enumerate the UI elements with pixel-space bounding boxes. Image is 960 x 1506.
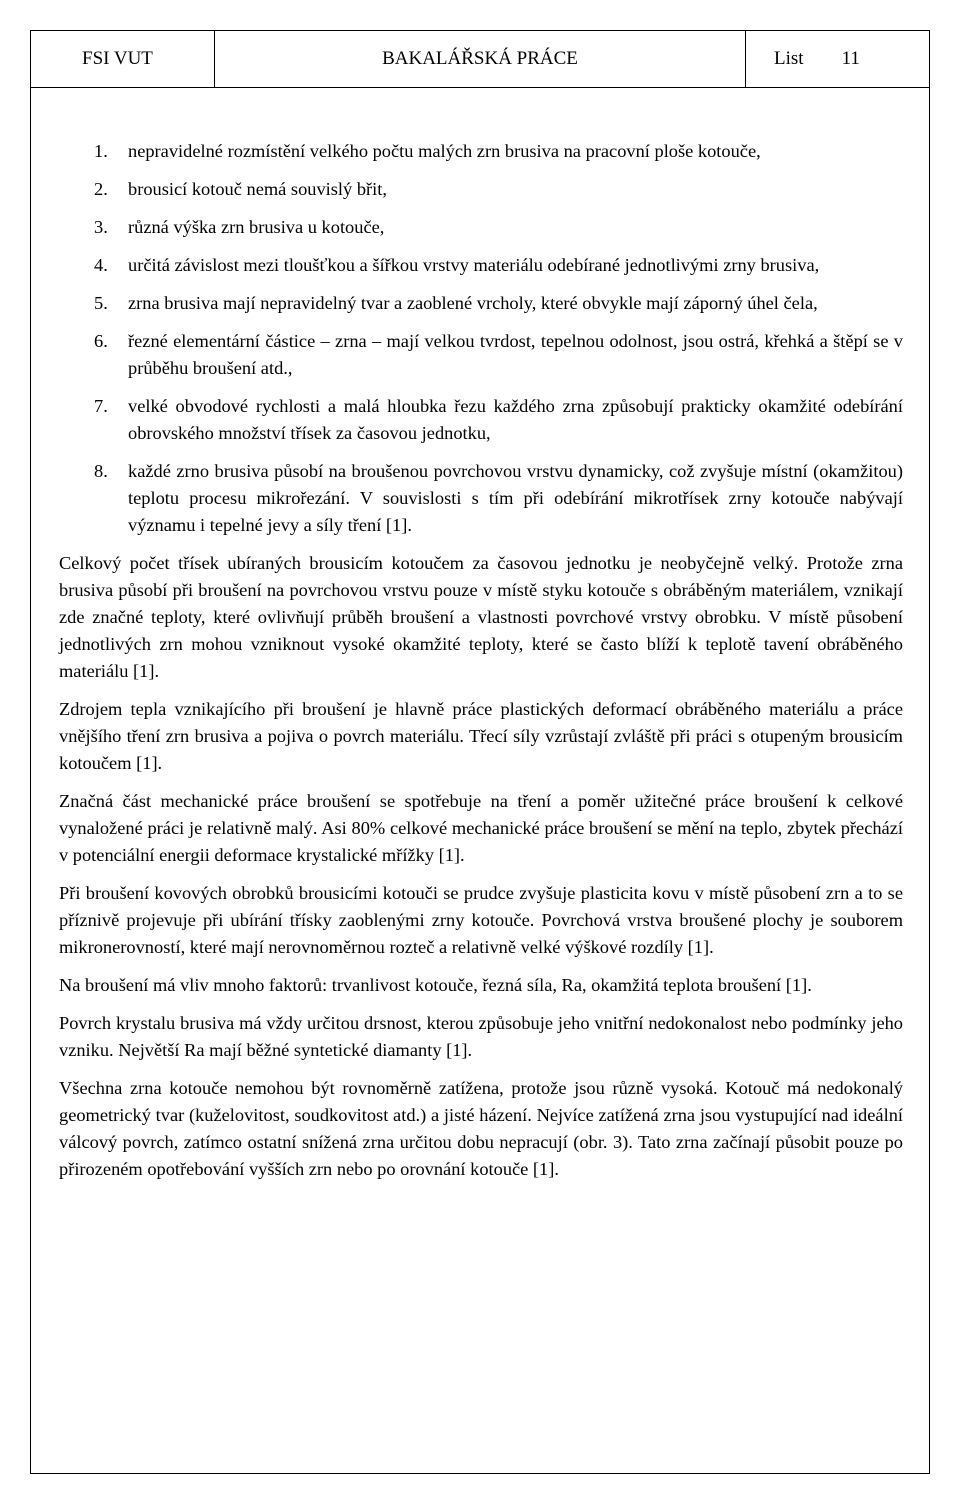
list-item-number: 1. xyxy=(94,141,108,161)
header-doc-type xyxy=(215,30,746,88)
paragraph: Zdrojem tepla vznikajícího při broušení je hlavně práce plastických deformací obráběného materiálu a práce vnějšího tření zrn brusiva a pojiva o povrch materiálu. Třecí síly vzrůstají zvláště při práci s otupeným brousicím kotoučem [1]. xyxy=(59,699,903,773)
list-item-text: každé zrno brusiva působí na broušenou povrchovou vrstvu dynamicky, což zvyšuje místní (okamžitou) teplotu procesu mikrořezání. V souvislosti s tím při odebírání mikrotřísek zrny kotouče nabývají významu i tepelné jevy a síly tření [1]. xyxy=(128,461,903,535)
list-item-text: brousicí kotouč nemá souvislý břit, xyxy=(128,179,387,199)
page-header xyxy=(30,30,930,88)
list-item xyxy=(59,458,903,539)
list-item xyxy=(59,214,903,241)
paragraph: Celkový počet třísek ubíraných brousicím kotoučem za časovou jednotku je neobyčejně velký. Protože zrna brusiva působí při broušení na povrchovou vrstvu pouze v místě styku kotouče s obráběným materiálem, vznikají zde značné teploty, které ovlivňují průběh broušení a vlastnosti povrchové vrstvy obrobku. V místě působení jednotlivých zrn mohou vzniknout vysoké okamžité teploty, které se často blíží k teplotě tavení obráběného materiálu [1]. xyxy=(59,553,903,681)
list-item-number: 5. xyxy=(94,293,108,313)
paragraph: Značná část mechanické práce broušení se spotřebuje na tření a poměr užitečné práce broušení k celkové vynaložené práci je relativně malý. Asi 80% celkové mechanické práce broušení se mění na teplo, zbytek přechází v potenciální energii deformace krystalické mřížky [1]. xyxy=(59,791,903,865)
header-list-label: List xyxy=(774,48,804,69)
list-item xyxy=(59,252,903,279)
list-item xyxy=(59,176,903,203)
list-item-text: nepravidelné rozmístění velkého počtu malých zrn brusiva na pracovní ploše kotouče, xyxy=(128,141,761,161)
header-doc-type-text: BAKALÁŘSKÁ PRÁCE xyxy=(382,48,578,69)
document-body xyxy=(59,138,903,1194)
paragraph: Všechna zrna kotouče nemohou být rovnoměrně zatížena, protože jsou různě vysoká. Kotouč má nedokonalý geometrický tvar (kuželovitost, soudkovitost atd.) a jisté házení. Nejvíce zatížená zrna jsou vystupující nad ideální válcový povrch, zatímco ostatní snížená zrna určitou dobu nepracují (obr. 3). Tato zrna začínají působit pouze po přirozeném opotřebování vyšších zrn nebo po orovnání kotouče [1]. xyxy=(59,1078,903,1179)
paragraph: Při broušení kovových obrobků brousicími kotouči se prudce zvyšuje plasticita kovu v místě působení zrn a to se příznivě projevuje při ubírání třísky zaoblenými zrny kotouče. Povrchová vrstva broušené plochy je souborem mikronerovností, které mají nerovnoměrnou rozteč a relativně velké výškové rozdíly [1]. xyxy=(59,883,903,957)
list-item xyxy=(59,328,903,382)
header-page-info xyxy=(746,30,930,88)
list-item xyxy=(59,290,903,317)
list-item-number: 8. xyxy=(94,461,108,481)
list-item-text: různá výška zrn brusiva u kotouče, xyxy=(128,217,385,237)
list-item-number: 6. xyxy=(94,331,108,351)
header-school-text: FSI VUT xyxy=(82,48,153,69)
header-page-number: 11 xyxy=(841,48,860,69)
numbered-list xyxy=(59,138,903,539)
list-item-text: řezné elementární částice – zrna – mají velkou tvrdost, tepelnou odolnost, jsou ostrá, křehká a štěpí se v průběhu broušení atd., xyxy=(128,331,903,378)
list-item-text: velké obvodové rychlosti a malá hloubka řezu každého zrna způsobují prakticky okamžité odebírání obrovského množství třísek za časovou jednotku, xyxy=(128,396,903,443)
list-item-text: určitá závislost mezi tloušťkou a šířkou vrstvy materiálu odebírané jednotlivými zrny brusiva, xyxy=(128,255,820,275)
paragraph: Povrch krystalu brusiva má vždy určitou drsnost, kterou způsobuje jeho vnitřní nedokonalost nebo podmínky jeho vzniku. Největší Ra mají běžné syntetické diamanty [1]. xyxy=(59,1013,903,1060)
list-item-number: 3. xyxy=(94,217,108,237)
paragraph: Na broušení má vliv mnoho faktorů: trvanlivost kotouče, řezná síla, Ra, okamžitá teplota broušení [1]. xyxy=(59,975,812,995)
list-item-number: 7. xyxy=(94,396,108,416)
header-school xyxy=(30,30,215,88)
list-item-text: zrna brusiva mají nepravidelný tvar a zaoblené vrcholy, které obvykle mají záporný úhel čela, xyxy=(128,293,818,313)
list-item xyxy=(59,393,903,447)
list-item-number: 2. xyxy=(94,179,108,199)
list-item-number: 4. xyxy=(94,255,108,275)
list-item xyxy=(59,138,903,165)
